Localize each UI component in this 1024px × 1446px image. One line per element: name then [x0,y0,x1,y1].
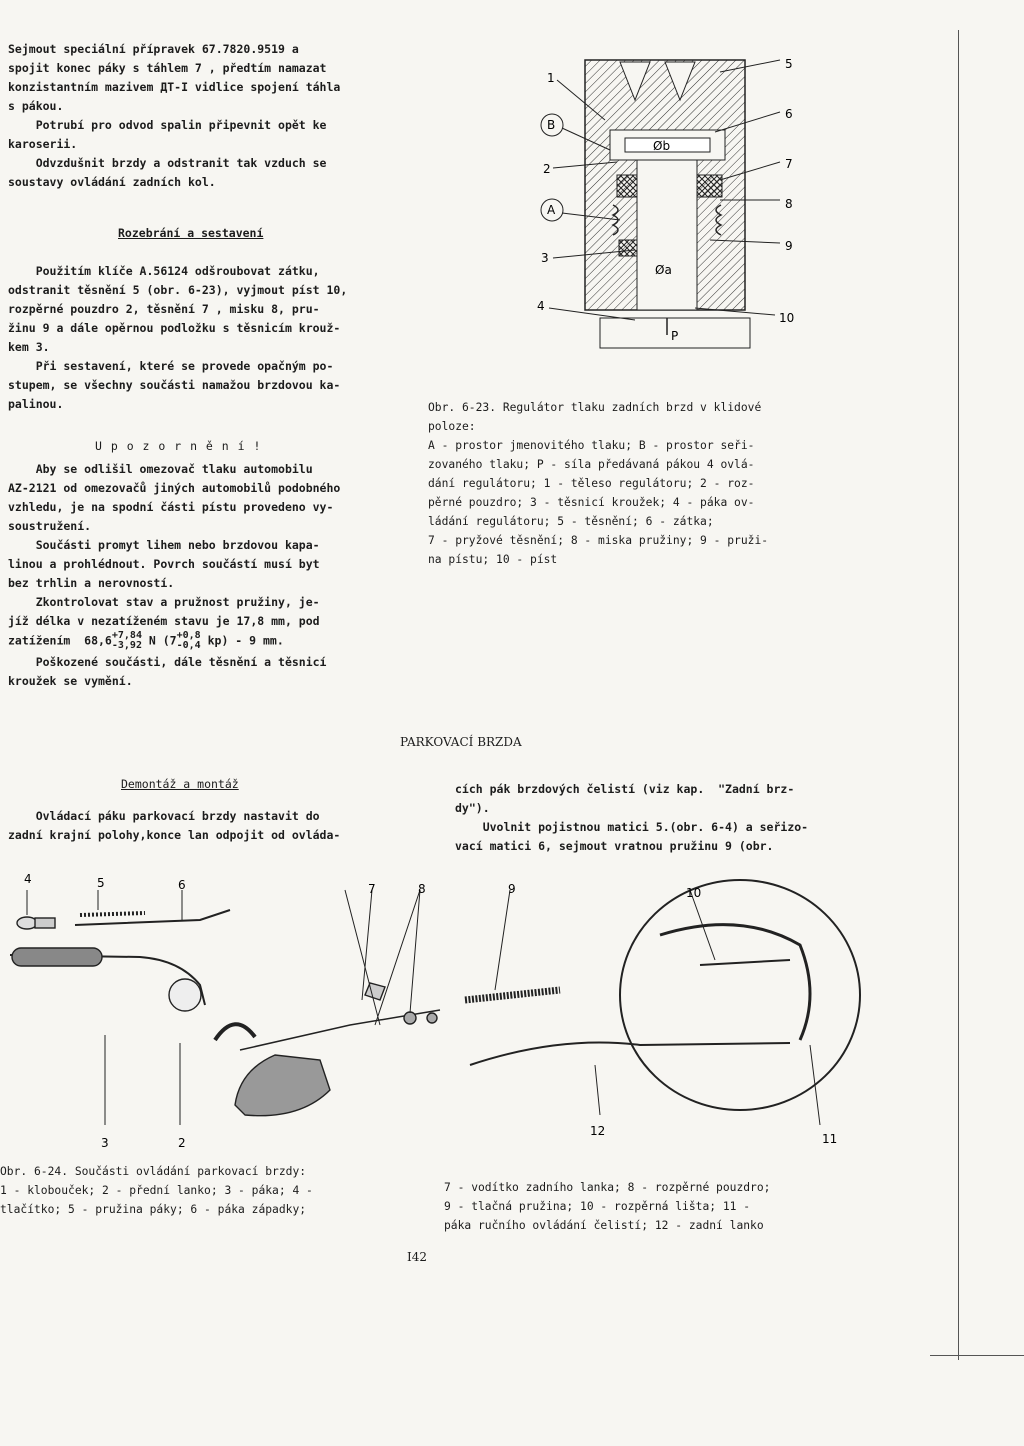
callout-6: 6 [785,107,793,121]
figure-6-24-parking-brake [0,865,880,1165]
callout-5: 5 [785,57,793,71]
paragraph: Potrubí pro odvod spalin připevnit opět ke karoserii. [8,118,327,151]
lever-base [235,1055,330,1116]
paragraph: Odvzdušnit brzdy a odstranit tak vzduch se soustavy ovládání zadních kol. [8,156,327,189]
callout-3: 3 [101,1136,109,1150]
tolerance-kp [177,631,201,651]
button-part [17,917,37,929]
paragraph: Zkontrolovat stav a pružnost pružiny, je- jíž délka v nezatíženém stavu je 17,8 mm, pod [8,595,320,628]
text-column-left-3 [8,460,408,691]
paragraph: cích pák brzdových čelistí (viz kap. "Zadní brz- dy"). Uvolnit pojistnou matici 5.(obr. 6-4) a seřizo- vací matici 6, sejmout vratnou pružinu 9 (obr. [455,782,809,853]
callout-12: 12 [590,1124,606,1138]
push-spring [465,990,560,1000]
callout-10: 10 [686,886,702,900]
callout-10: 10 [779,311,795,325]
text-column-left [8,40,408,192]
callout-3: 3 [541,251,549,265]
label-b: B [547,118,556,132]
callout-7: 7 [785,157,793,171]
page-number: I42 [407,1250,428,1264]
callout-8: 8 [785,197,793,211]
callout-4: 4 [537,299,545,313]
paragraph: Použitím klíče A.56124 odšroubovat zátku, odstranit těsnění 5 (obr. 6-23), vyjmout píst 10, rozpěrné pouzdro 2, těsnění 7 , misku 8, pru- žinu 9 a dále opěrnou podložku s těsnicím krouž- kem 3. [8,264,348,354]
paragraph: Ovládací páku parkovací brzdy nastavit do zadní krajní polohy,konce lan odpojit od ovláda- [8,809,341,842]
rear-cable [470,1043,790,1066]
callout-9: 9 [508,882,516,896]
tolerance-lower: -3,92 [111,640,142,651]
text-column-left-2 [8,262,408,414]
paragraph: Aby se odlišil omezovač tlaku automobilu AZ-2121 od omezovačů jiných automobilů podobného vzhledu, je na spodní části pístu provedeno vy- soustružení. [8,462,341,533]
label-diameter-a: Øa [655,263,672,277]
formula-prefix: zatížením 68,6 [8,633,112,648]
section-heading: Demontáž a montáž [121,777,239,791]
figure-6-24-caption-right: 7 - vodítko zadního lanka; 8 - rozpěrné pouzdro; 9 - tlačná pružina; 10 - rozpěrná lišta; 11 - páka ručního ovládání čelistí; 12 - zadní lanko [444,1181,771,1232]
section-heading: Rozebrání a sestavení [118,226,264,240]
paragraph: Sejmout speciální přípravek 67.7820.9519 a spojit konec páky s táhlem 7 , předtím namazat konzistantním mazivem ДТ-I vidlice spojení táhla s pákou. [8,42,341,113]
paragraph: Poškozené součásti, dále těsnění a těsnicí kroužek se vymění. [8,655,327,688]
tolerance-upper: +0,8 [176,630,201,641]
callout-2: 2 [543,162,551,176]
figure-6-23-regulator [525,50,805,360]
brake-shield [620,880,860,1110]
lever-grip [12,948,102,966]
callout-6: 6 [178,878,186,892]
formula-line [8,631,408,653]
callout-11: 11 [822,1132,838,1146]
label-force-p: P [671,329,679,343]
label-a: A [547,203,556,217]
tolerance [112,631,142,651]
paragraph: Při sestavení, které se provede opačným po- stupem, se všechny součásti namažou brzdovou ka- palinou. [8,359,341,411]
cap-part [215,1024,255,1040]
o-ring [619,240,637,256]
piston [637,160,697,310]
paragraph: Součásti promyt lihem nebo brzdovou kapa- linou a prohlédnout. Povrch součástí musí byt bez trhlin a nerovností. [8,538,320,590]
brake-shoe [660,925,810,1040]
tolerance-upper: +7,84 [111,630,142,641]
scan-edge [958,30,959,1360]
formula-suffix: kp) - 9 mm. [200,633,284,648]
spreader-bar [700,960,790,965]
figure-6-24-caption-left: Obr. 6-24. Součásti ovládání parkovací brzdy: 1 - klobouček; 2 - přední lanko; 3 - páka; 4 - tlačítko; 5 - pružina páky; 6 - páka západky; [0,1165,313,1216]
callout-4: 4 [24,872,32,886]
callout-1: 1 [547,71,555,85]
scan-edge [930,1355,1024,1356]
callout-8: 8 [418,882,426,896]
callout-7: 7 [368,882,376,896]
label-diameter-b: Øb [653,139,671,153]
section-title: PARKOVACÍ BRZDA [400,735,522,749]
figure-6-23-caption: Obr. 6-23. Regulátor tlaku zadních brzd v klidové poloze: A - prostor jmenovitého tlaku; B - prostor seři- zovaného tlaku; P - síla předávaná pákou 4 ovlá- dání regulátoru; 1 - těleso regulátoru; 2 - roz- pěrné pouzdro; 3 - těsnicí kroužek; 4 - páka ov- ládání regulátoru; 5 - těsnění; 6 - zátka; 7 - pryžové těsnění; 8 - miska pružiny; 9 - pruži- na pístu; 10 - píst [428,401,769,566]
formula-mid: N (7 [141,633,177,648]
warning-heading: U p o z o r n ě n í ! [95,439,262,453]
callout-5: 5 [97,876,105,890]
tolerance-lower: -0,4 [176,640,201,651]
callout-2: 2 [178,1136,186,1150]
callout-9: 9 [785,239,793,253]
